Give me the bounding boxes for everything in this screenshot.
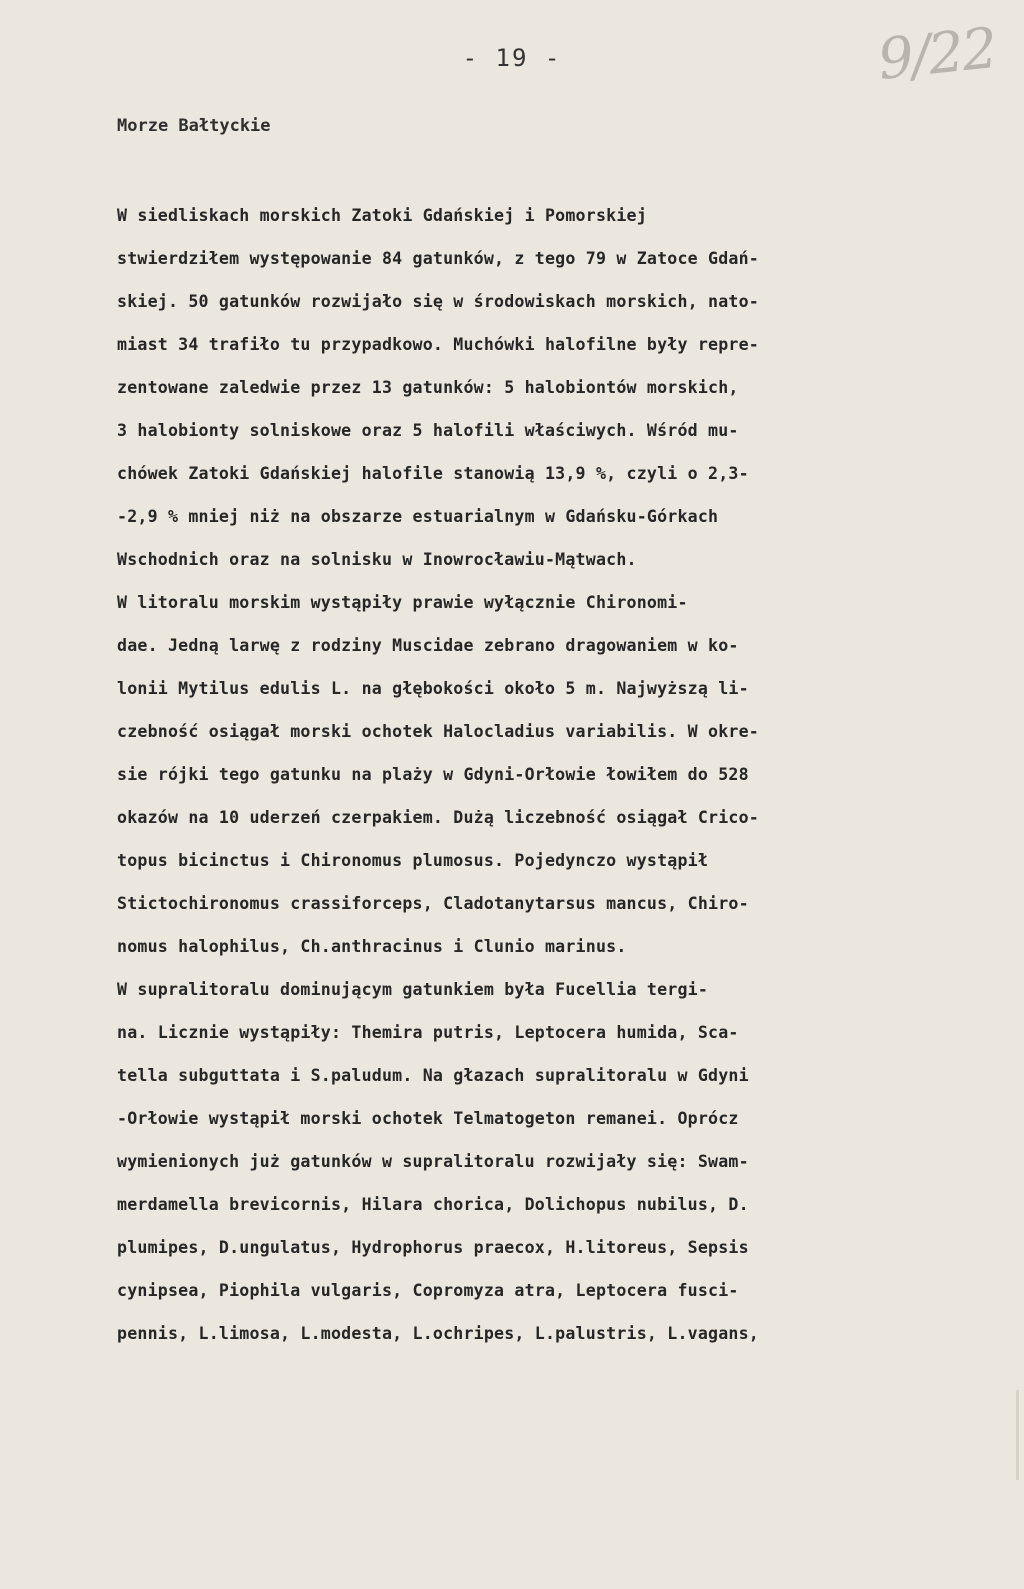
text-line: W litoralu morskim wystąpiły prawie wyłącznie Chironomi- [117,593,688,612]
text-line: chówek Zatoki Gdańskiej halofile stanowią 13,9 %, czyli o 2,3- [117,464,749,483]
text-line: wymienionych już gatunków w supralitoralu rozwijały się: Swam- [117,1152,749,1171]
text-line: czebność osiągał morski ochotek Halocladius variabilis. W okre- [117,722,759,741]
text-line: nomus halophilus, Ch.anthracinus i Clunio marinus. [117,937,627,956]
text-line: lonii Mytilus edulis L. na głębokości około 5 m. Najwyższą li- [117,679,749,698]
text-line: topus bicinctus i Chironomus plumosus. Pojedynczo wystąpił [117,851,709,870]
text-line: merdamella brevicornis, Hilara chorica, Dolichopus nubilus, D. [117,1195,749,1214]
text-line: 3 halobionty solniskowe oraz 5 halofili właściwych. Wśród mu- [117,421,739,440]
page-edge-mark [1016,1390,1019,1480]
text-line: okazów na 10 uderzeń czerpakiem. Dużą liczebność osiągał Crico- [117,808,759,827]
text-line: Wschodnich oraz na solnisku w Inowrocławiu-Mątwach. [117,550,637,569]
body-text [117,194,997,1355]
text-line: cynipsea, Piophila vulgaris, Copromyza atra, Leptocera fusci- [117,1281,739,1300]
text-line: na. Licznie wystąpiły: Themira putris, Leptocera humida, Sca- [117,1023,739,1042]
text-line: skiej. 50 gatunków rozwijało się w środowiskach morskich, nato- [117,292,759,311]
text-line: sie rójki tego gatunku na plaży w Gdyni-Orłowie łowiłem do 528 [117,765,749,784]
text-line: Stictochironomus crassiforceps, Cladotanytarsus mancus, Chiro- [117,894,749,913]
text-line: plumipes, D.ungulatus, Hydrophorus praecox, H.litoreus, Sepsis [117,1238,749,1257]
text-line: dae. Jedną larwę z rodziny Muscidae zebrano dragowaniem w ko- [117,636,739,655]
page-number: - 19 - [462,44,562,72]
text-line: pennis, L.limosa, L.modesta, L.ochripes, L.palustris, L.vagans, [117,1324,759,1343]
text-line: zentowane zaledwie przez 13 gatunków: 5 halobiontów morskich, [117,378,739,397]
text-line: -Orłowie wystąpił morski ochotek Telmatogeton remanei. Oprócz [117,1109,739,1128]
text-line: stwierdziłem występowanie 84 gatunków, z tego 79 w Zatoce Gdań- [117,249,759,268]
text-line: W siedliskach morskich Zatoki Gdańskiej i Pomorskiej [117,206,647,225]
text-line: miast 34 trafiło tu przypadkowo. Muchówki halofilne były repre- [117,335,759,354]
text-line: -2,9 % mniej niż na obszarze estuarialnym w Gdańsku-Górkach [117,507,719,526]
handwritten-archive-mark: 9/22 [874,16,999,93]
text-line: W supralitoralu dominującym gatunkiem była Fucellia tergi- [117,980,709,999]
section-heading: Morze Bałtyckie [117,116,271,136]
text-line: tella subguttata i S.paludum. Na głazach supralitoralu w Gdyni [117,1066,749,1085]
